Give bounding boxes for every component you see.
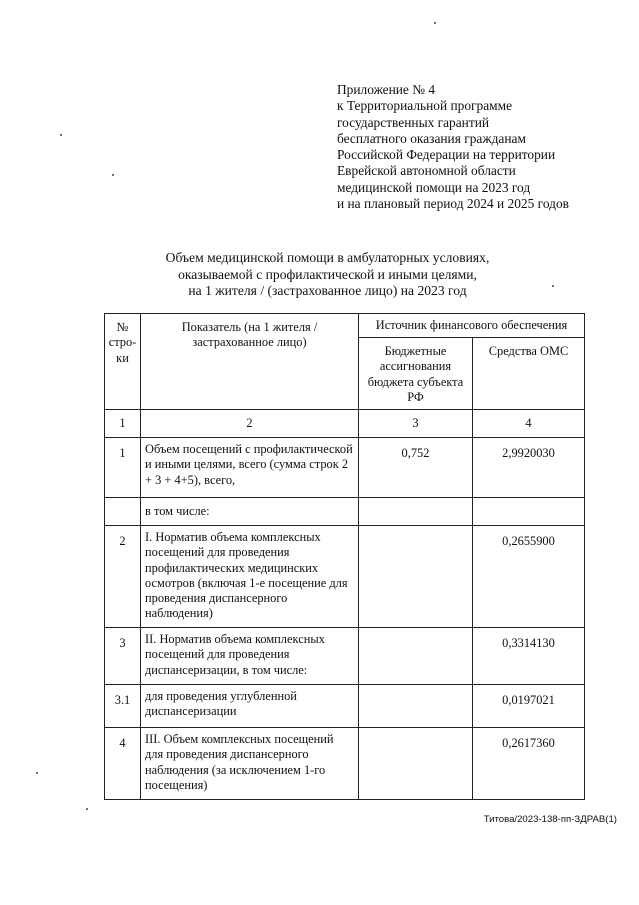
column-number: 1 xyxy=(105,410,141,438)
document-title xyxy=(100,250,555,300)
header-row-number xyxy=(105,314,141,410)
scan-speck xyxy=(434,22,436,24)
header-oms xyxy=(473,338,585,410)
scan-speck xyxy=(112,174,114,176)
row-oms-value: 0,3314130 xyxy=(473,628,585,685)
volume-table xyxy=(104,313,585,800)
appendix-line: и на плановый период 2024 и 2025 годов xyxy=(337,196,569,212)
table-row xyxy=(105,498,585,526)
row-oms-value: 0,2655900 xyxy=(473,526,585,628)
header-row-number-label: № стро- ки xyxy=(108,320,137,365)
row-budget-value xyxy=(359,628,473,685)
appendix-line: медицинской помощи на 2023 год xyxy=(337,179,531,195)
appendix-line: государственных гарантий xyxy=(337,114,490,130)
table-row xyxy=(105,526,585,628)
row-indicator: в том числе: xyxy=(141,498,359,526)
row-number: 3.1 xyxy=(105,685,141,728)
document-reference: Титова/2023-138-пп-ЗДРАВ(1) xyxy=(483,814,617,825)
column-number: 4 xyxy=(473,410,585,438)
row-oms-value: 0,0197021 xyxy=(473,685,585,728)
row-indicator: II. Норматив объема комплексных посещений для проведения диспансеризации, в том числе: xyxy=(141,628,359,685)
row-indicator: Объем посещений с профилактической и иными целями, всего (сумма строк 2 + 3 + 4+5), всего, xyxy=(141,438,359,498)
appendix-line: к Территориальной программе xyxy=(337,98,513,114)
table-row xyxy=(105,628,585,685)
appendix-header xyxy=(337,82,569,212)
row-oms-value xyxy=(473,498,585,526)
row-budget-value: 0,752 xyxy=(359,438,473,498)
table-row xyxy=(105,728,585,800)
column-numbers-row xyxy=(105,410,585,438)
header-funding-source-label: Источник финансового обеспечения xyxy=(375,318,568,332)
row-indicator: для проведения углубленной диспансеризации xyxy=(141,685,359,728)
header-indicator xyxy=(141,314,359,410)
scan-speck xyxy=(86,808,88,810)
table-row xyxy=(105,438,585,498)
row-number xyxy=(105,498,141,526)
header-budget xyxy=(359,338,473,410)
row-oms-value: 0,2617360 xyxy=(473,728,585,800)
table-row xyxy=(105,685,585,728)
title-line: на 1 жителя / (застрахованное лицо) на 2023 год xyxy=(188,283,467,298)
scan-speck xyxy=(36,772,38,774)
row-budget-value xyxy=(359,526,473,628)
appendix-line: Приложение № 4 xyxy=(337,82,436,97)
title-line: оказываемой с профилактической и иными целями, xyxy=(178,266,477,282)
row-number: 4 xyxy=(105,728,141,800)
row-number: 1 xyxy=(105,438,141,498)
title-line: Объем медицинской помощи в амбулаторных условиях, xyxy=(165,250,490,265)
header-budget-label: Бюджетные ассигнования бюджета субъекта РФ xyxy=(367,344,464,404)
header-indicator-label: Показатель (на 1 жителя / застрахованное лицо) xyxy=(181,320,318,350)
header-funding-source xyxy=(359,314,585,338)
row-oms-value: 2,9920030 xyxy=(473,438,585,498)
row-indicator: III. Объем комплексных посещений для проведения диспансерного наблюдения (за исключением 1-го посещения) xyxy=(141,728,359,800)
row-budget-value xyxy=(359,685,473,728)
row-budget-value xyxy=(359,728,473,800)
row-number: 3 xyxy=(105,628,141,685)
appendix-line: бесплатного оказания гражданам xyxy=(337,130,526,146)
column-number: 2 xyxy=(141,410,359,438)
appendix-line: Российской Федерации на территории xyxy=(337,147,556,163)
scan-speck xyxy=(552,285,554,287)
appendix-line: Еврейской автономной области xyxy=(337,163,516,179)
row-budget-value xyxy=(359,498,473,526)
header-oms-label: Средства ОМС xyxy=(488,344,569,358)
scan-speck xyxy=(60,134,62,136)
row-number: 2 xyxy=(105,526,141,628)
column-number: 3 xyxy=(359,410,473,438)
row-indicator: I. Норматив объема комплексных посещений для проведения профилактических медицинских осмотров (включая 1-е посещение для проведения диспансерного наблюдения) xyxy=(141,526,359,628)
